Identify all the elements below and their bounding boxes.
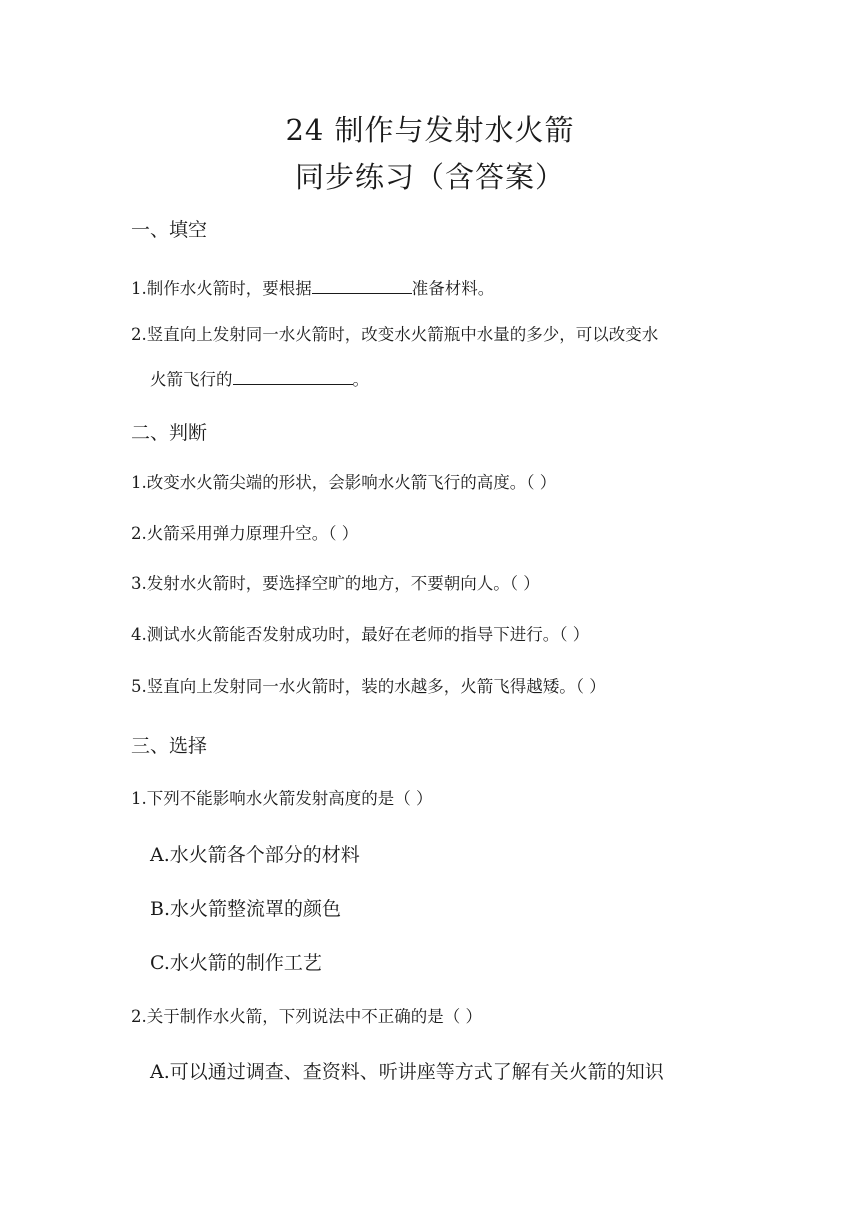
choice-question-2: 2.关于制作水火箭，下列说法中不正确的是（ ） [131, 1007, 482, 1026]
title-line-2: 同步练习（含答案） [294, 160, 565, 194]
choice-q1-option-c: C.水火箭的制作工艺 [150, 952, 322, 974]
fill-question-1 [131, 275, 494, 299]
section-heading-fill: 一、填空 [131, 219, 208, 241]
judge-question-1: 1.改变水火箭尖端的形状，会影响水火箭飞行的高度。（ ） [131, 473, 557, 492]
choice-q1-option-b: B.水火箭整流罩的颜色 [150, 898, 342, 920]
section-heading-choice: 三、选择 [131, 735, 208, 757]
fill-q1-blank [312, 277, 412, 294]
judge-question-4: 4.测试水火箭能否发射成功时，最好在老师的指导下进行。（ ） [131, 625, 590, 644]
fill-question-2-line-2 [150, 366, 369, 390]
section-heading-judge: 二、判断 [131, 422, 208, 444]
choice-q2-option-a: A.可以通过调查、查资料、听讲座等方式了解有关火箭的知识 [150, 1061, 664, 1083]
fill-q1-text-before: 1.制作水火箭时，要根据 [131, 279, 312, 298]
fill-q2-blank [233, 368, 353, 385]
fill-q1-text-after: 准备材料。 [411, 279, 495, 298]
fill-q2-text-before: 火箭飞行的 [150, 370, 233, 389]
judge-question-2: 2.火箭采用弹力原理升空。（ ） [131, 524, 359, 543]
judge-question-3: 3.发射水火箭时，要选择空旷的地方，不要朝向人。（ ） [131, 574, 540, 593]
choice-q1-option-a: A.水火箭各个部分的材料 [150, 844, 360, 866]
fill-question-2-line-1: 2.竖直向上发射同一水火箭时，改变水火箭瓶中水量的多少，可以改变水 [131, 325, 659, 344]
fill-q2-text-after: 。 [352, 370, 369, 389]
judge-question-5: 5.竖直向上发射同一水火箭时，装的水越多，火箭飞得越矮。（ ） [131, 677, 606, 696]
choice-question-1: 1.下列不能影响水火箭发射高度的是（ ） [131, 789, 433, 808]
title-line-1: 24 制作与发射水火箭 [285, 113, 575, 147]
